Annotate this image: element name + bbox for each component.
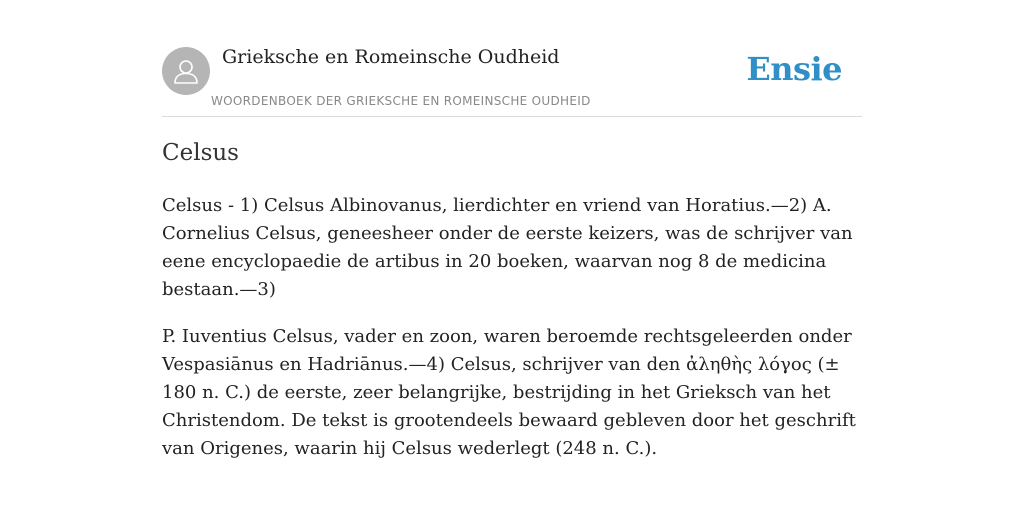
entry-body (162, 192, 862, 482)
brand-logo[interactable]: Ensie (746, 50, 842, 88)
site-title[interactable]: Grieksche en Romeinsche Oudheid (222, 46, 560, 68)
entry-paragraph: P. Iuventius Celsus, vader en zoon, waren beroemde rechtsgeleerden onder Vespasiānus en Hadriānus.—4) Celsus, schrijver van den ἀληθὴς λόγος (± 180 n. C.) de eerste, zeer belangrijke, bestrijding in het Grieksch van het Christendom. De tekst is grootendeels bewaard gebleven door het geschrift van Origenes, waarin hij Celsus wederlegt (248 n. C.). (162, 326, 856, 459)
site-header (162, 0, 862, 117)
entry-paragraph: Celsus - 1) Celsus Albinovanus, lierdichter en vriend van Horatius.—2) A. Cornelius Celsus, geneesheer onder de eerste keizers, was de schrijver van eene encyclopaedie de artibus in 20 boeken, waarvan nog 8 de medicina bestaan.—3) (162, 195, 853, 300)
user-icon (172, 57, 200, 85)
entry-title: Celsus (162, 140, 239, 166)
site-subtitle: WOORDENBOEK DER GRIEKSCHE EN ROMEINSCHE OUDHEID (211, 94, 591, 108)
page-container (162, 0, 862, 459)
avatar[interactable] (162, 47, 210, 95)
